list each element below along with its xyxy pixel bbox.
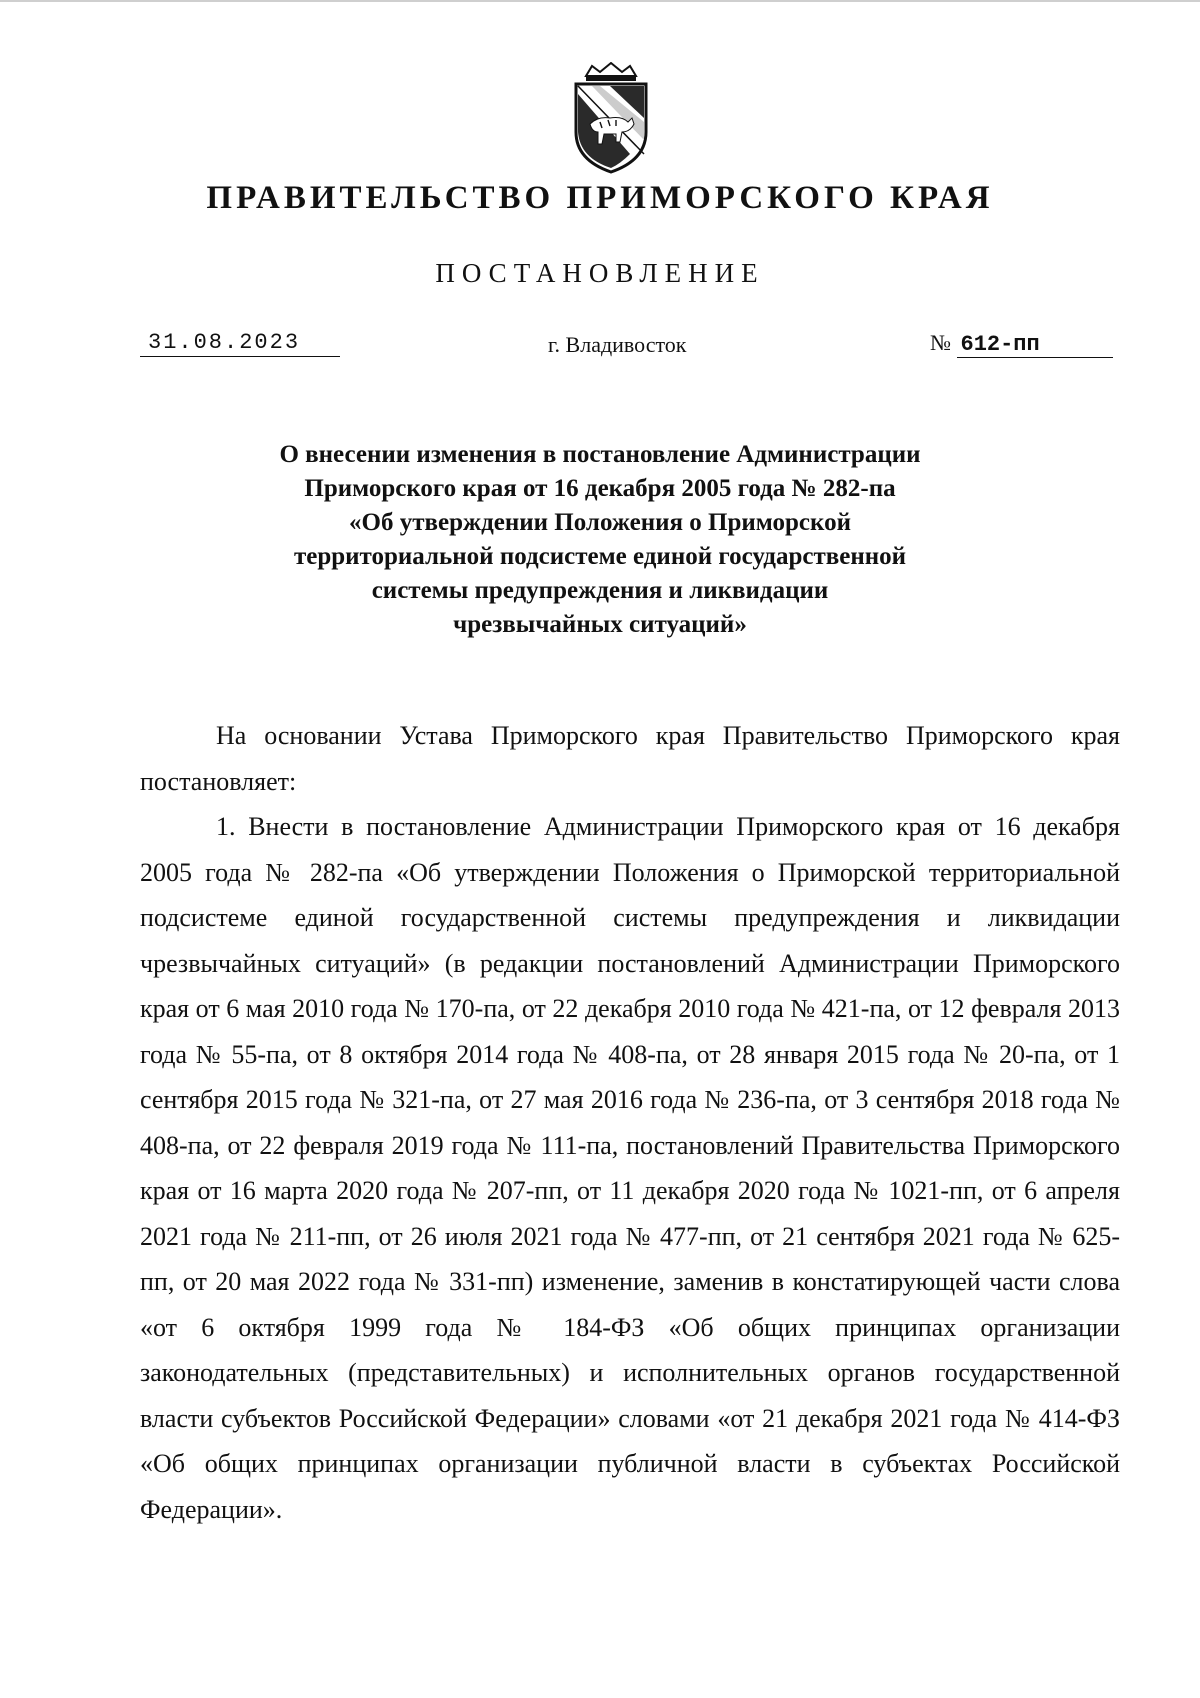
body-paragraph-item-1 (140, 804, 1120, 1532)
document-meta-row (0, 330, 1200, 370)
subject-line: территориальной подсистеме единой государственной (293, 543, 907, 570)
body-paragraph-preamble (140, 713, 1120, 804)
subject-line: Приморского края от 16 декабря 2005 года № 282-па (304, 475, 896, 502)
top-border-line (0, 0, 1200, 2)
subject-line: чрезвычайных ситуаций» (453, 611, 747, 638)
government-title: ПРАВИТЕЛЬСТВО ПРИМОРСКОГО КРАЯ (206, 180, 994, 216)
document-city: г. Владивосток (548, 332, 687, 357)
document-number-value: 612-пп (957, 332, 1113, 358)
document-subject (150, 438, 1050, 642)
paragraph-text: 1. Внести в постановление Администрации Приморского края от 16 декабря 2005 года № 282-па «Об утверждении Положения о Приморской территориальной подсистеме единой государственной системы предупреждения и ликвидации чрезвычайных ситуаций» (в редакции постановлений Администрации Приморского края от 6 мая 2010 года № 170-па, от 22 декабря 2010 года № 421-па, от 12 февраля 2013 года № 55-па, от 8 октября 2014 года № 408-па, от 28 января 2015 года № 20-па, от 1 сентября 2015 года № 321-па, от 27 мая 2016 года № 236-па, от 3 сентября 2018 года № 408-па, от 22 февраля 2019 года № 111-па, постановлений Правительства Приморского края от 16 марта 2020 года № 207-пп, от 11 декабря 2020 года № 1021-пп, от 6 апреля 2021 года № 211-пп, от 26 июля 2021 года № 477-пп, от 21 сентября 2021 года № 625-пп, от 20 мая 2022 года № 331-пп) изменение, заменив в констатирующей части слова «от 6 октября 1999 года № 184-ФЗ «Об общих принципах организации законодательных (представительных) и исполнительных органов государственной власти субъектов Российской Федерации» словами «от 21 декабря 2021 года № 414-ФЗ «Об общих принципах организации публичной власти в субъектах Российской Федерации». (140, 812, 1120, 1524)
subject-line: «Об утверждении Положения о Приморской (349, 509, 851, 536)
document-date: 31.08.2023 (140, 330, 340, 357)
paragraph-text: На основании Устава Приморского края Правительство Приморского края постановляет: (140, 721, 1120, 796)
coat-of-arms-icon (570, 62, 652, 174)
document-type: ПОСТАНОВЛЕНИЕ (435, 258, 765, 288)
number-sign: № (930, 330, 951, 355)
subject-line: системы предупреждения и ликвидации (371, 577, 829, 604)
document-number (930, 330, 1113, 358)
subject-line: О внесении изменения в постановление Администрации (279, 441, 921, 468)
